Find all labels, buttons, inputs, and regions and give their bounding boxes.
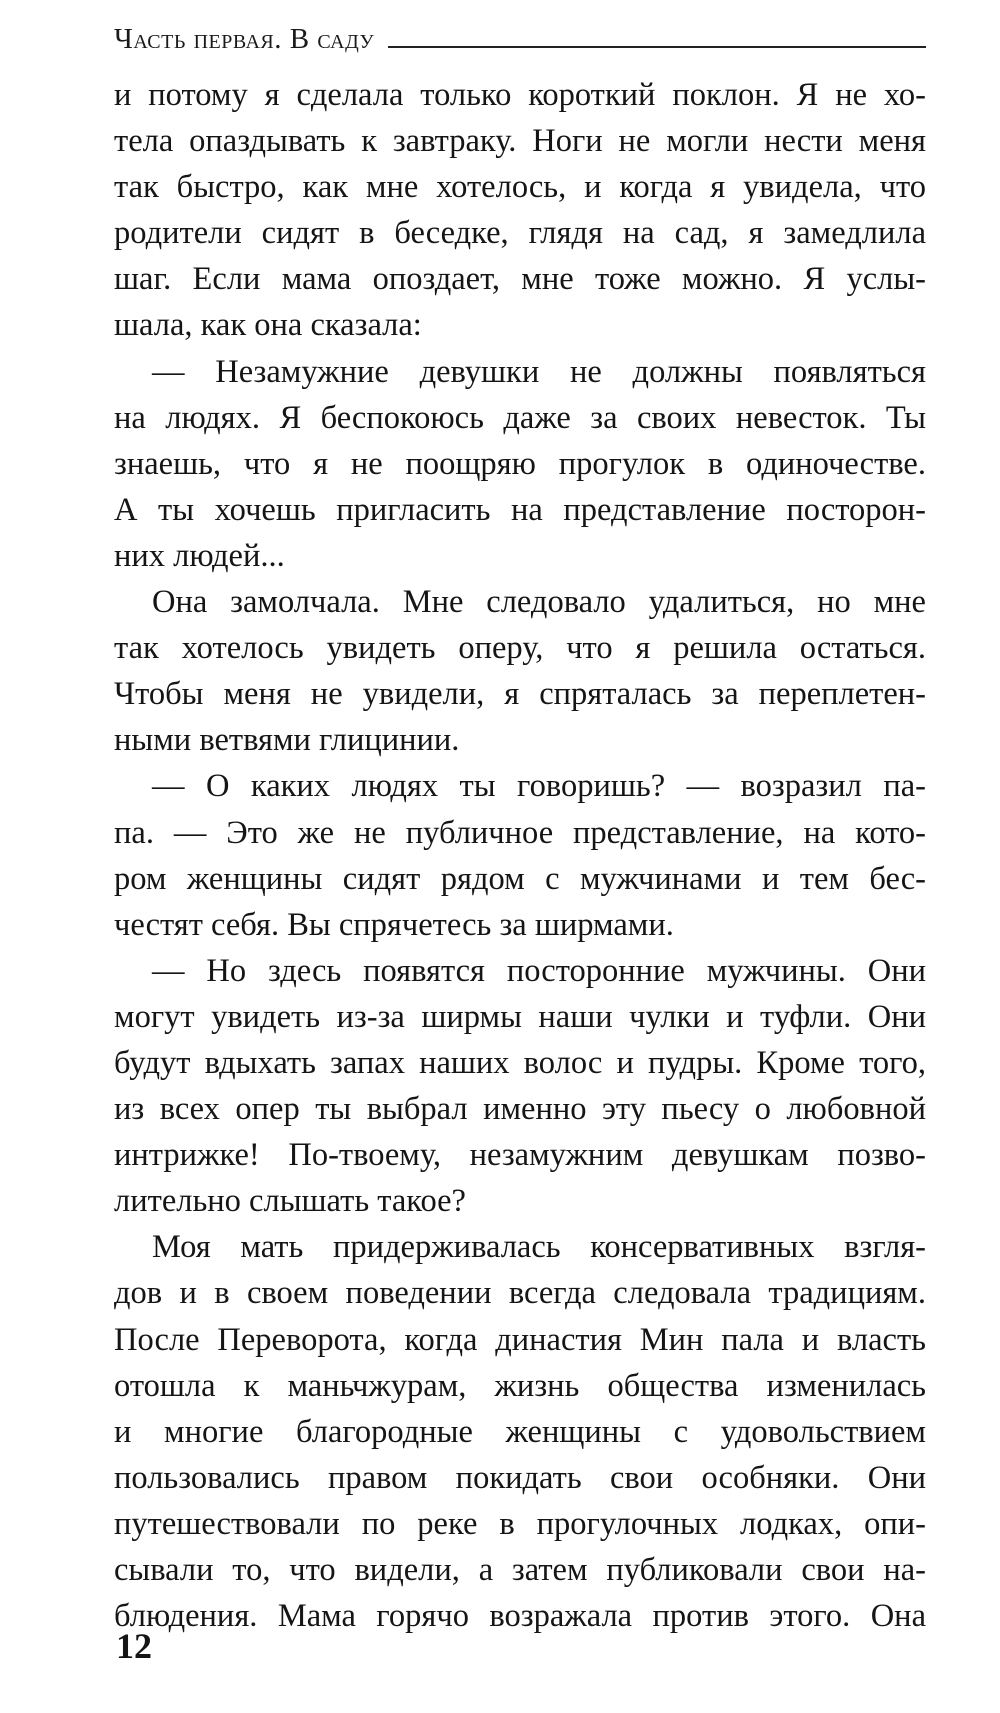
text-line: родители сидят в беседке, глядя на сад, я замедлила [114,215,926,252]
text-line: па. — Это же не публичное представление, на кото- [114,814,926,851]
text-line: могут увидеть из-за ширмы наши чулки и туфли. Они [114,998,926,1035]
text-line: Моя мать придерживалась консервативных взгля- [152,1229,926,1266]
text-line: так хотелось увидеть оперу, что я решила остаться. [114,630,926,667]
text-line: Чтобы меня не увидели, я спряталась за переплетен- [114,676,926,713]
text-line: интрижке! По-твоему, незамужним девушкам позво- [114,1137,926,1174]
text-line: — Но здесь появятся посторонние мужчины. Они [152,952,926,989]
text-line: тела опаздывать к завтраку. Ноги не могли нести меня [114,123,926,160]
header-rule [388,46,926,48]
text-line: ром женщины сидят рядом с мужчинами и тем бес- [114,860,926,897]
running-header [114,18,926,58]
text-line: После Переворота, когда династия Мин пала и власть [114,1321,926,1358]
body-text [114,72,926,1639]
text-line: честят себя. Вы спрячетесь за ширмами. [114,906,674,943]
paragraph [114,349,926,579]
paragraph [114,72,926,349]
paragraph [114,948,926,1225]
text-line: пользовались правом покидать свои особняки. Они [114,1459,926,1496]
text-line: и потому я сделала только короткий поклон. Я не хо- [114,77,926,113]
text-line: из всех опер ты выбрал именно эту пьесу о любовной [114,1091,926,1128]
text-line: Она замолчала. Мне следовало удалиться, но мне [152,584,926,621]
paragraph [114,579,926,763]
text-line: шаг. Если мама опоздает, мне тоже можно. Я услы- [114,261,926,298]
paragraph [114,763,926,947]
page-number: 12 [116,1626,152,1666]
text-line: них людей... [114,537,285,574]
text-line: лительно слышать такое? [114,1183,466,1220]
text-line: и многие благородные женщины с удовольствием [114,1413,926,1450]
text-line: дов и в своем поведении всегда следовала традициям. [114,1275,926,1312]
paragraph [114,1224,926,1639]
text-line: — Незамужние девушки не должны появляться [152,353,926,390]
text-line: путешествовали по реке в прогулочных лодках, опи- [114,1505,926,1542]
text-line: ными ветвями глицинии. [114,722,460,759]
text-line: будут вдыхать запах наших волос и пудры. Кроме того, [114,1044,926,1081]
text-line: так быстро, как мне хотелось, и когда я увидела, что [114,169,926,206]
text-line: на людях. Я беспокоюсь даже за своих невесток. Ты [114,399,926,436]
text-line: шала, как она сказала: [114,307,422,344]
running-title: Часть первая. В саду [114,23,375,55]
text-line: сывали то, что видели, а затем публиковали свои на- [114,1552,926,1588]
text-line: отошла к маньчжурам, жизнь общества изменилась [114,1367,926,1404]
text-line: А ты хочешь пригласить на представление посторон- [114,491,926,528]
text-line: блюдения. Мама горячо возражала против этого. Она [114,1598,926,1635]
text-line: — О каких людях ты говоришь? — возразил па- [152,768,926,805]
text-line: знаешь, что я не поощряю прогулок в одиночестве. [114,445,926,482]
